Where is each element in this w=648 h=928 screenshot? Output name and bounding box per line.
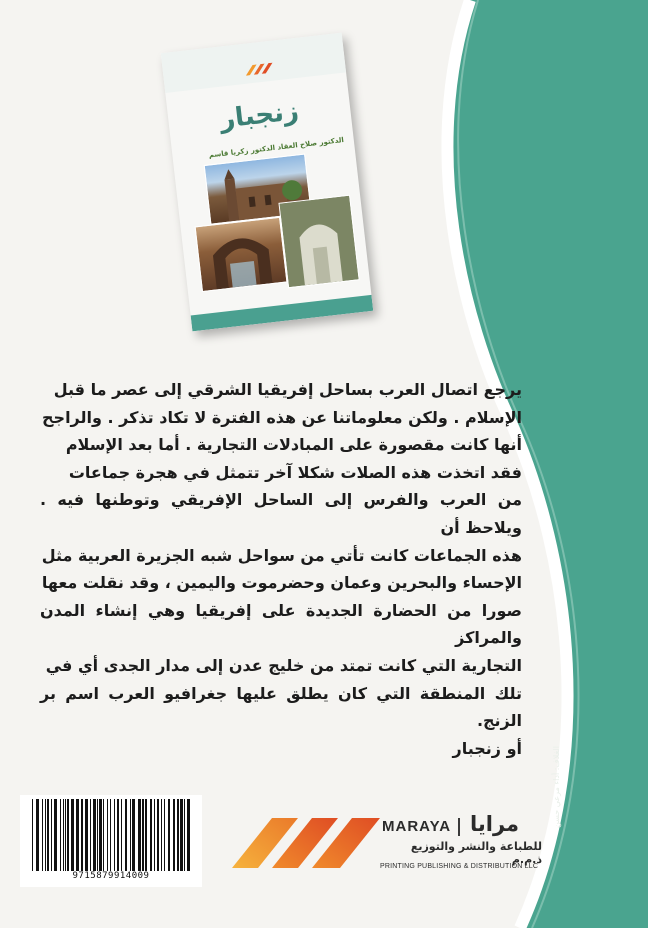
- barcode-bar: [117, 799, 119, 871]
- barcode-bar: [36, 799, 39, 871]
- thumbnail-authors: الدكتور صلاح العقاد الدكتور زكريا قاسم: [208, 136, 345, 160]
- blurb-line: أنها كانت مقصورة على المبادلات التجارية . أما بعد الإسلام: [65, 435, 522, 455]
- barcode-bar: [42, 799, 43, 871]
- publisher-subtitle-en: PRINTING PUBLISHING & DISTRIBUTION LLC: [380, 863, 539, 870]
- blurb-line: تلك المنطقة التي كان يطلق عليها جغرافيو العرب اسم بر الزنج.: [40, 683, 522, 731]
- blurb-line: الإحساء والبحرين وعمان وحضرموت واليمين ، وقد نقلت معها: [41, 573, 522, 593]
- publisher-divider: [458, 818, 460, 836]
- barcode-number: 9715879914009: [72, 871, 150, 881]
- barcode-bar: [103, 799, 104, 871]
- barcode-bar: [145, 799, 147, 871]
- barcode-bar: [65, 799, 66, 871]
- barcode-bar: [161, 799, 162, 871]
- barcode-bar: [32, 799, 33, 871]
- barcode-bar: [121, 799, 122, 871]
- thumbnail-photo-arch: [195, 217, 288, 292]
- barcode-bar: [81, 799, 83, 871]
- barcode-bar: [93, 799, 96, 871]
- barcode-bar: [107, 799, 108, 871]
- barcode-bar: [85, 799, 88, 871]
- thumbnail-photo-doorway: [278, 195, 359, 289]
- barcode-bar: [97, 799, 98, 871]
- blurb-line: أو زنجبار: [452, 738, 522, 758]
- blurb-line: صورا من الحضارة الجديدة على إفريقيا وهي إنشاء المدن والمراكز: [40, 600, 522, 648]
- barcode-bar: [130, 799, 131, 871]
- blurb-line: من العرب والفرس إلى الساحل الإفريقي وتوطنها فيه . ويلاحظ أن: [40, 490, 522, 537]
- barcode-bar: [180, 799, 183, 871]
- barcode-bar: [177, 799, 179, 871]
- barcode-bar: [125, 799, 127, 871]
- barcode-bars-icon: [26, 799, 196, 871]
- barcode-bar: [51, 799, 52, 871]
- barcode-bar: [60, 799, 61, 871]
- barcode-bar: [45, 799, 46, 871]
- barcode-bar: [67, 799, 69, 871]
- barcode-bar: [71, 799, 74, 871]
- barcode-bar: [63, 799, 64, 871]
- barcode-bar: [76, 799, 79, 871]
- cover-designer-credit: الغلاف: أداء مرعي حسن: [552, 746, 561, 828]
- barcode-bar: [138, 799, 141, 871]
- barcode-bar: [187, 799, 190, 871]
- barcode-bar: [184, 799, 185, 871]
- barcode-bar: [99, 799, 102, 871]
- back-cover-blurb: [40, 376, 522, 762]
- barcode-bar: [168, 799, 170, 871]
- barcode-bar: [47, 799, 49, 871]
- barcode-bar: [90, 799, 91, 871]
- blurb-line: التجارية التي كانت تمتد من خليج عدن إلى مدار الجدى أي في: [45, 655, 522, 675]
- barcode-bar: [54, 799, 57, 871]
- barcode-bar: [142, 799, 144, 871]
- barcode-bar: [110, 799, 111, 871]
- front-cover-thumbnail: [161, 33, 374, 332]
- isbn-barcode: [20, 795, 202, 887]
- barcode-bar: [157, 799, 159, 871]
- barcode-bar: [150, 799, 152, 871]
- blurb-line: الإسلام . ولكن معلوماتنا عن هذه الفترة لا تكاد تذكر . والراجح: [42, 407, 522, 427]
- blurb-line: يرجع اتصال العرب بساحل إفريقيا الشرقي إلى عصر ما قبل: [53, 380, 522, 399]
- blurb-line: فقد اتخذت هذه الصلات شكلا آخر تتمثل في هجرة جماعات: [68, 462, 522, 482]
- blurb-line: هذه الجماعات كانت تأتي من سواحل شبه الجزيرة العربية مثل: [41, 545, 522, 565]
- barcode-bar: [132, 799, 135, 871]
- thumbnail-title: زنجبار: [218, 96, 301, 135]
- publisher-name-ar: مرايا: [470, 812, 520, 836]
- barcode-bar: [154, 799, 155, 871]
- barcode-bar: [173, 799, 175, 871]
- barcode-bar: [164, 799, 165, 871]
- publisher-subtitle-ar: للطباعة والنشر والتوزيع ذ.م.م: [410, 840, 542, 866]
- publisher-logo-icon: [232, 818, 380, 868]
- barcode-bar: [114, 799, 115, 871]
- publisher-name-en: MARAYA: [382, 818, 452, 835]
